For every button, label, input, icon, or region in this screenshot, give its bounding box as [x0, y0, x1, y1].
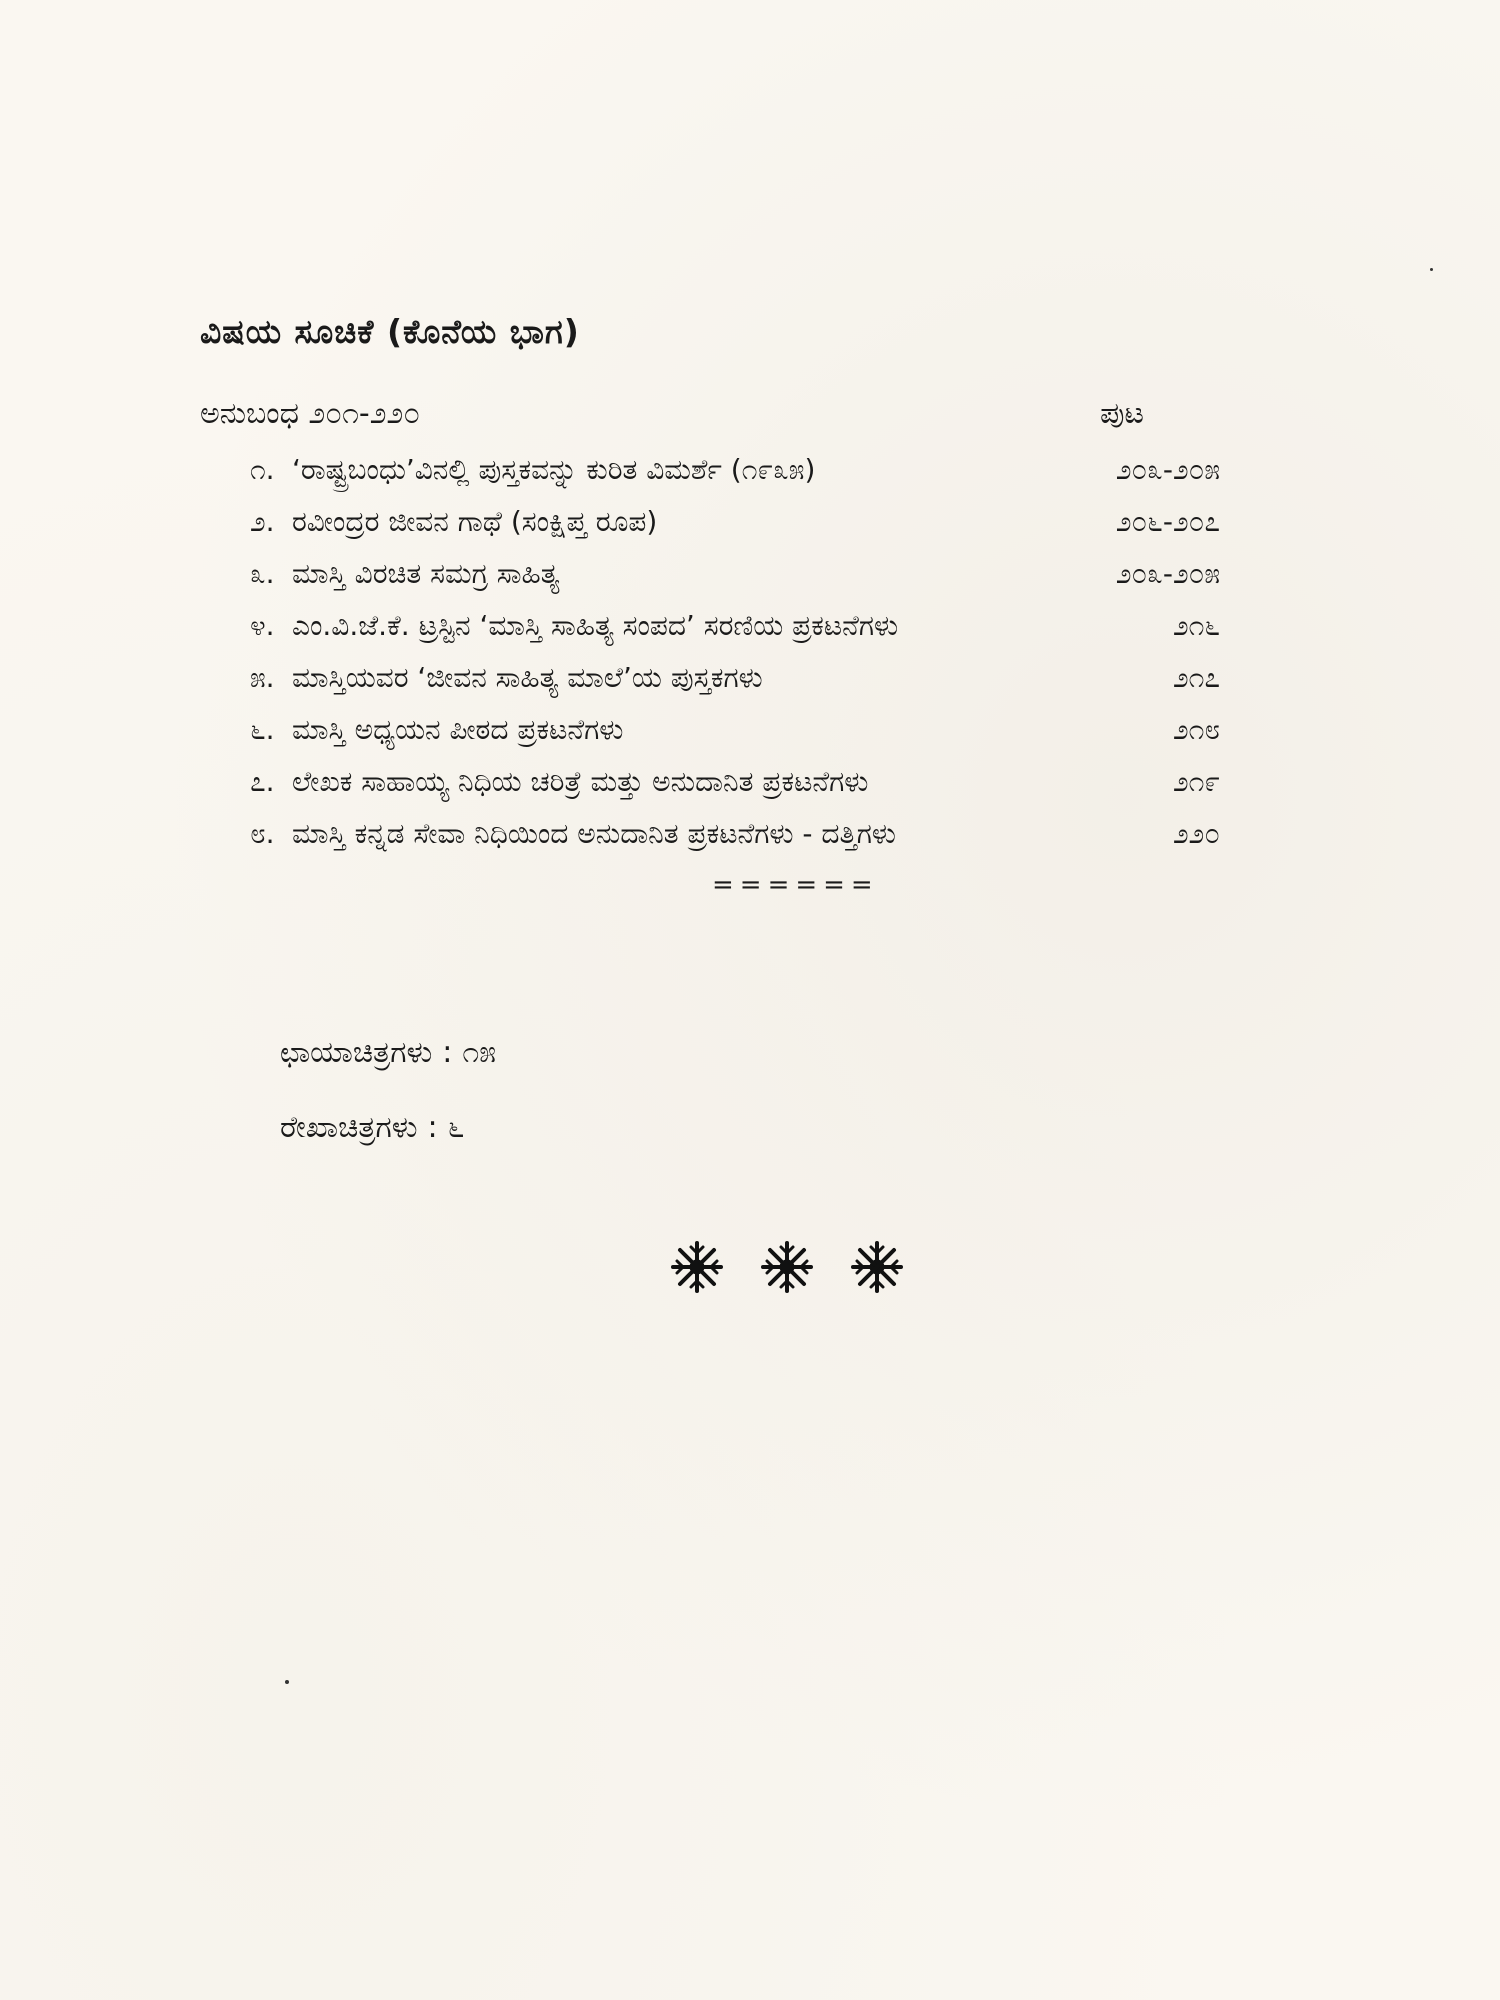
entry-number: ೩. — [250, 557, 275, 590]
entry-pages: ೨೧೮ — [1172, 713, 1220, 746]
entry-pages: ೨೧೭ — [1172, 661, 1220, 694]
snowflake-ornament-icon — [850, 1240, 904, 1294]
ink-speck — [1430, 268, 1433, 271]
list-item — [250, 656, 1220, 708]
list-item — [250, 760, 1220, 812]
list-item — [250, 708, 1220, 760]
entry-number: ೧. — [250, 453, 275, 486]
entry-title: ಮಾಸ್ತಿ ಅಧ್ಯಯನ ಪೀಠದ ಪ್ರಕಟನೆಗಳು — [292, 713, 624, 746]
page-column-label: ಪುಟ — [1100, 396, 1145, 431]
entry-number: ೬. — [250, 713, 275, 746]
photos-count-line — [280, 1035, 496, 1070]
photos-label: ಛಾಯಾಚಿತ್ರಗಳು — [280, 1035, 433, 1070]
snowflake-ornament-icon — [670, 1240, 724, 1294]
page-title: ವಿಷಯ ಸೂಚಿಕೆ (ಕೊನೆಯ ಭಾಗ) — [200, 312, 580, 351]
list-item — [250, 552, 1220, 604]
entry-pages: ೨೨೦ — [1172, 817, 1220, 850]
entry-number: ೪. — [250, 609, 275, 642]
appendix-range-label: ಅನುಬಂಧ ೨೦೧-೨೨೦ — [200, 396, 421, 431]
entry-number: ೮. — [250, 817, 275, 850]
list-item — [250, 604, 1220, 656]
entry-title: ಮಾಸ್ತಿ ಕನ್ನಡ ಸೇವಾ ನಿಧಿಯಿಂದ ಅನುದಾನಿತ ಪ್ರಕಟನೆಗಳು - ದತ್ತಿಗಳು — [292, 817, 896, 850]
entry-title: ಎಂ.ವಿ.ಜೆ.ಕೆ. ಟ್ರಸ್ಟಿನ ‘ಮಾಸ್ತಿ ಸಾಹಿತ್ಯ ಸಂಪದ’ ಸರಣಿಯ ಪ್ರಕಟನೆಗಳು — [292, 609, 899, 642]
list-item — [250, 448, 1220, 500]
entry-pages: ೨೧೯ — [1172, 765, 1220, 798]
entry-number: ೫. — [250, 661, 275, 694]
snowflake-ornament-icon — [760, 1240, 814, 1294]
appendix-header — [200, 396, 1200, 440]
entry-title: ‘ರಾಷ್ಟ್ರಬಂಧು’ವಿನಲ್ಲಿ ಪುಸ್ತಕವನ್ನು ಕುರಿತ ವಿಮರ್ಶೆ (೧೯೩೫) — [292, 453, 816, 486]
colon: : — [442, 1035, 453, 1070]
entry-title: ಮಾಸ್ತಿಯವರ ‘ಜೀವನ ಸಾಹಿತ್ಯ ಮಾಲೆ’ಯ ಪುಸ್ತಕಗಳು — [292, 661, 763, 694]
sketches-label: ರೇಖಾಚಿತ್ರಗಳು — [280, 1110, 418, 1145]
sketches-count: ೬ — [447, 1110, 465, 1145]
entry-number: ೭. — [250, 765, 275, 798]
photos-count: ೧೫ — [462, 1035, 496, 1070]
ornament-row — [670, 1240, 910, 1300]
sketches-count-line — [280, 1110, 464, 1145]
entry-pages: ೨೧೬ — [1172, 609, 1220, 642]
colon: : — [427, 1110, 438, 1145]
entry-pages: ೨೦೬-೨೦೭ — [1115, 505, 1220, 538]
contents-list — [250, 448, 1220, 864]
section-separator: ====== — [712, 870, 879, 900]
list-item — [250, 500, 1220, 552]
entry-pages: ೨೦೩-೨೦೫ — [1115, 453, 1220, 486]
entry-title: ರವೀಂದ್ರರ ಜೀವನ ಗಾಥೆ (ಸಂಕ್ಷಿಪ್ತ ರೂಪ) — [292, 505, 658, 538]
entry-number: ೨. — [250, 505, 275, 538]
list-item — [250, 812, 1220, 864]
entry-title: ಲೇಖಕ ಸಾಹಾಯ್ಯ ನಿಧಿಯ ಚರಿತ್ರೆ ಮತ್ತು ಅನುದಾನಿತ ಪ್ರಕಟನೆಗಳು — [292, 765, 869, 798]
ink-speck — [285, 1680, 289, 1684]
entry-title: ಮಾಸ್ತಿ ವಿರಚಿತ ಸಮಗ್ರ ಸಾಹಿತ್ಯ — [292, 557, 560, 590]
entry-pages: ೨೦೩-೨೦೫ — [1115, 557, 1220, 590]
